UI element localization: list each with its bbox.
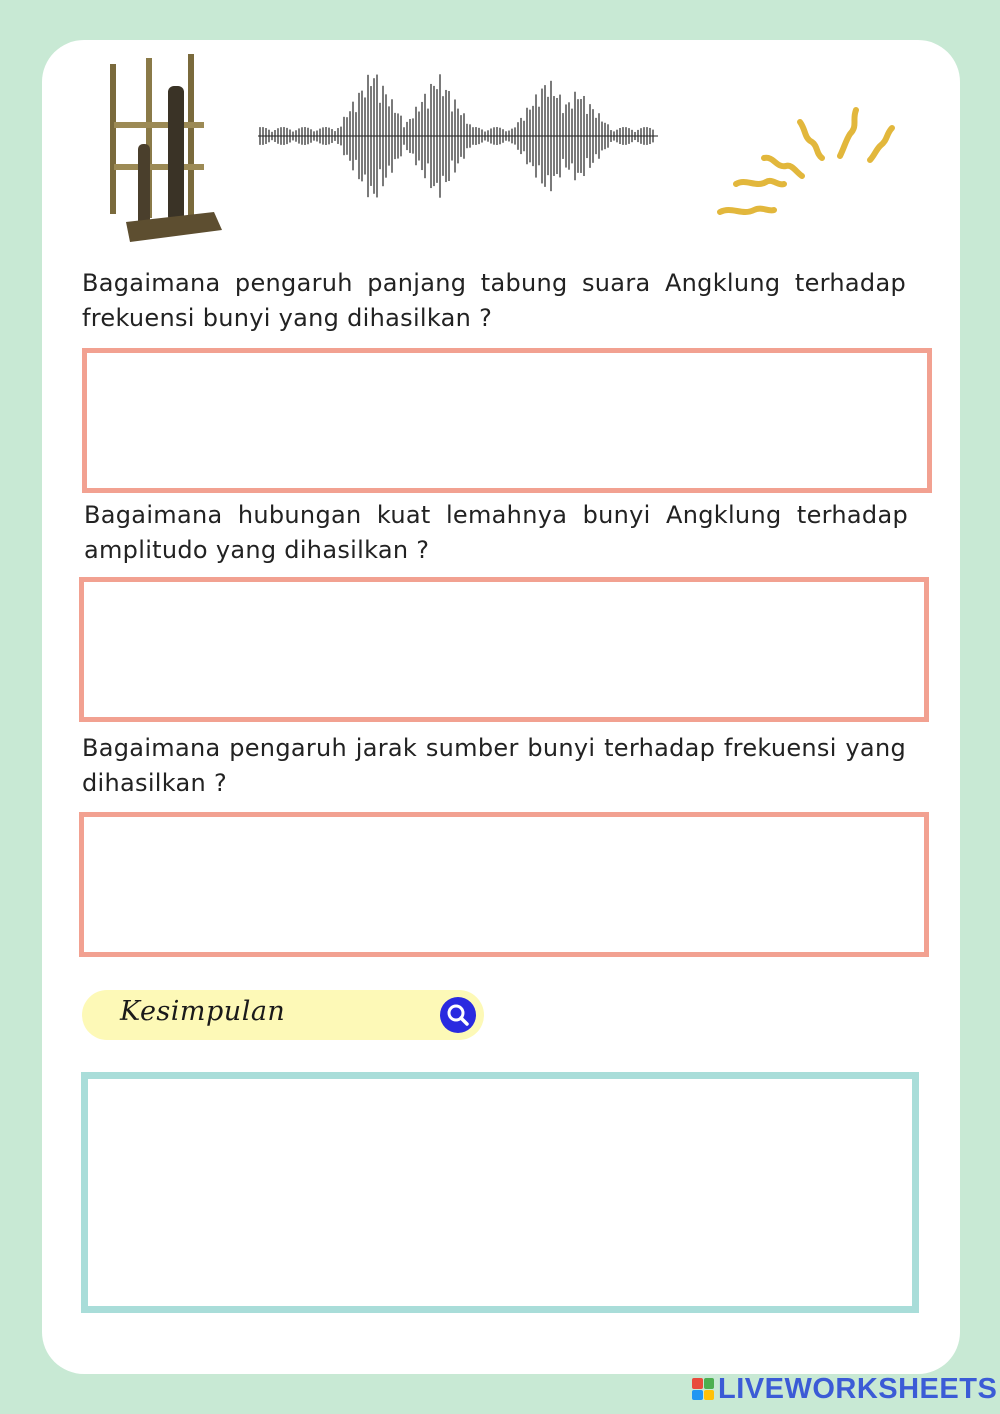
sound-ray-2	[736, 181, 784, 184]
question-1	[82, 266, 906, 336]
sound-ray-4	[800, 122, 822, 158]
sound-ray-6	[870, 128, 892, 160]
answer-box-3[interactable]	[79, 812, 929, 957]
brand-name: LIVEWORKSHEETS	[718, 1372, 998, 1405]
sound-wave-illustration	[258, 60, 658, 212]
liveworksheets-logo-icon	[692, 1378, 714, 1400]
conclusion-label-pill	[82, 990, 484, 1040]
answer-box-1[interactable]	[82, 348, 932, 493]
angklung-tube-short	[138, 144, 150, 226]
question-1-line-1: Bagaimana pengaruh panjang tabung suara Angklung terhadap	[82, 269, 906, 297]
question-3-line-2: dihasilkan ?	[82, 769, 228, 797]
sound-ray-5	[840, 110, 856, 156]
question-2-line-2: amplitudo yang dihasilkan ?	[84, 536, 430, 564]
question-3	[82, 731, 906, 801]
answer-box-2[interactable]	[79, 577, 929, 722]
search-button[interactable]	[440, 997, 476, 1033]
sound-ray-1	[720, 209, 774, 212]
question-3-line-1: Bagaimana pengaruh jarak sumber bunyi terhadap frekuensi yang	[82, 734, 906, 762]
question-2-line-1: Bagaimana hubungan kuat lemahnya bunyi Angklung terhadap	[84, 501, 908, 529]
angklung-tube-long	[168, 86, 184, 222]
liveworksheets-brand	[692, 1374, 997, 1404]
question-1-line-2: frekuensi bunyi yang dihasilkan ?	[82, 304, 493, 332]
angklung-illustration	[104, 52, 228, 244]
angklung-pole-right	[188, 54, 194, 222]
angklung-rail-bottom	[114, 164, 204, 170]
angklung-pole-left	[110, 64, 116, 214]
question-2	[84, 498, 908, 568]
angklung-rail-top	[114, 122, 204, 128]
sound-ray-3	[764, 158, 802, 176]
conclusion-answer-box[interactable]	[81, 1072, 919, 1313]
conclusion-label: Kesimpulan	[120, 996, 286, 1027]
sound-rays-illustration	[712, 100, 902, 224]
search-icon	[440, 997, 476, 1033]
